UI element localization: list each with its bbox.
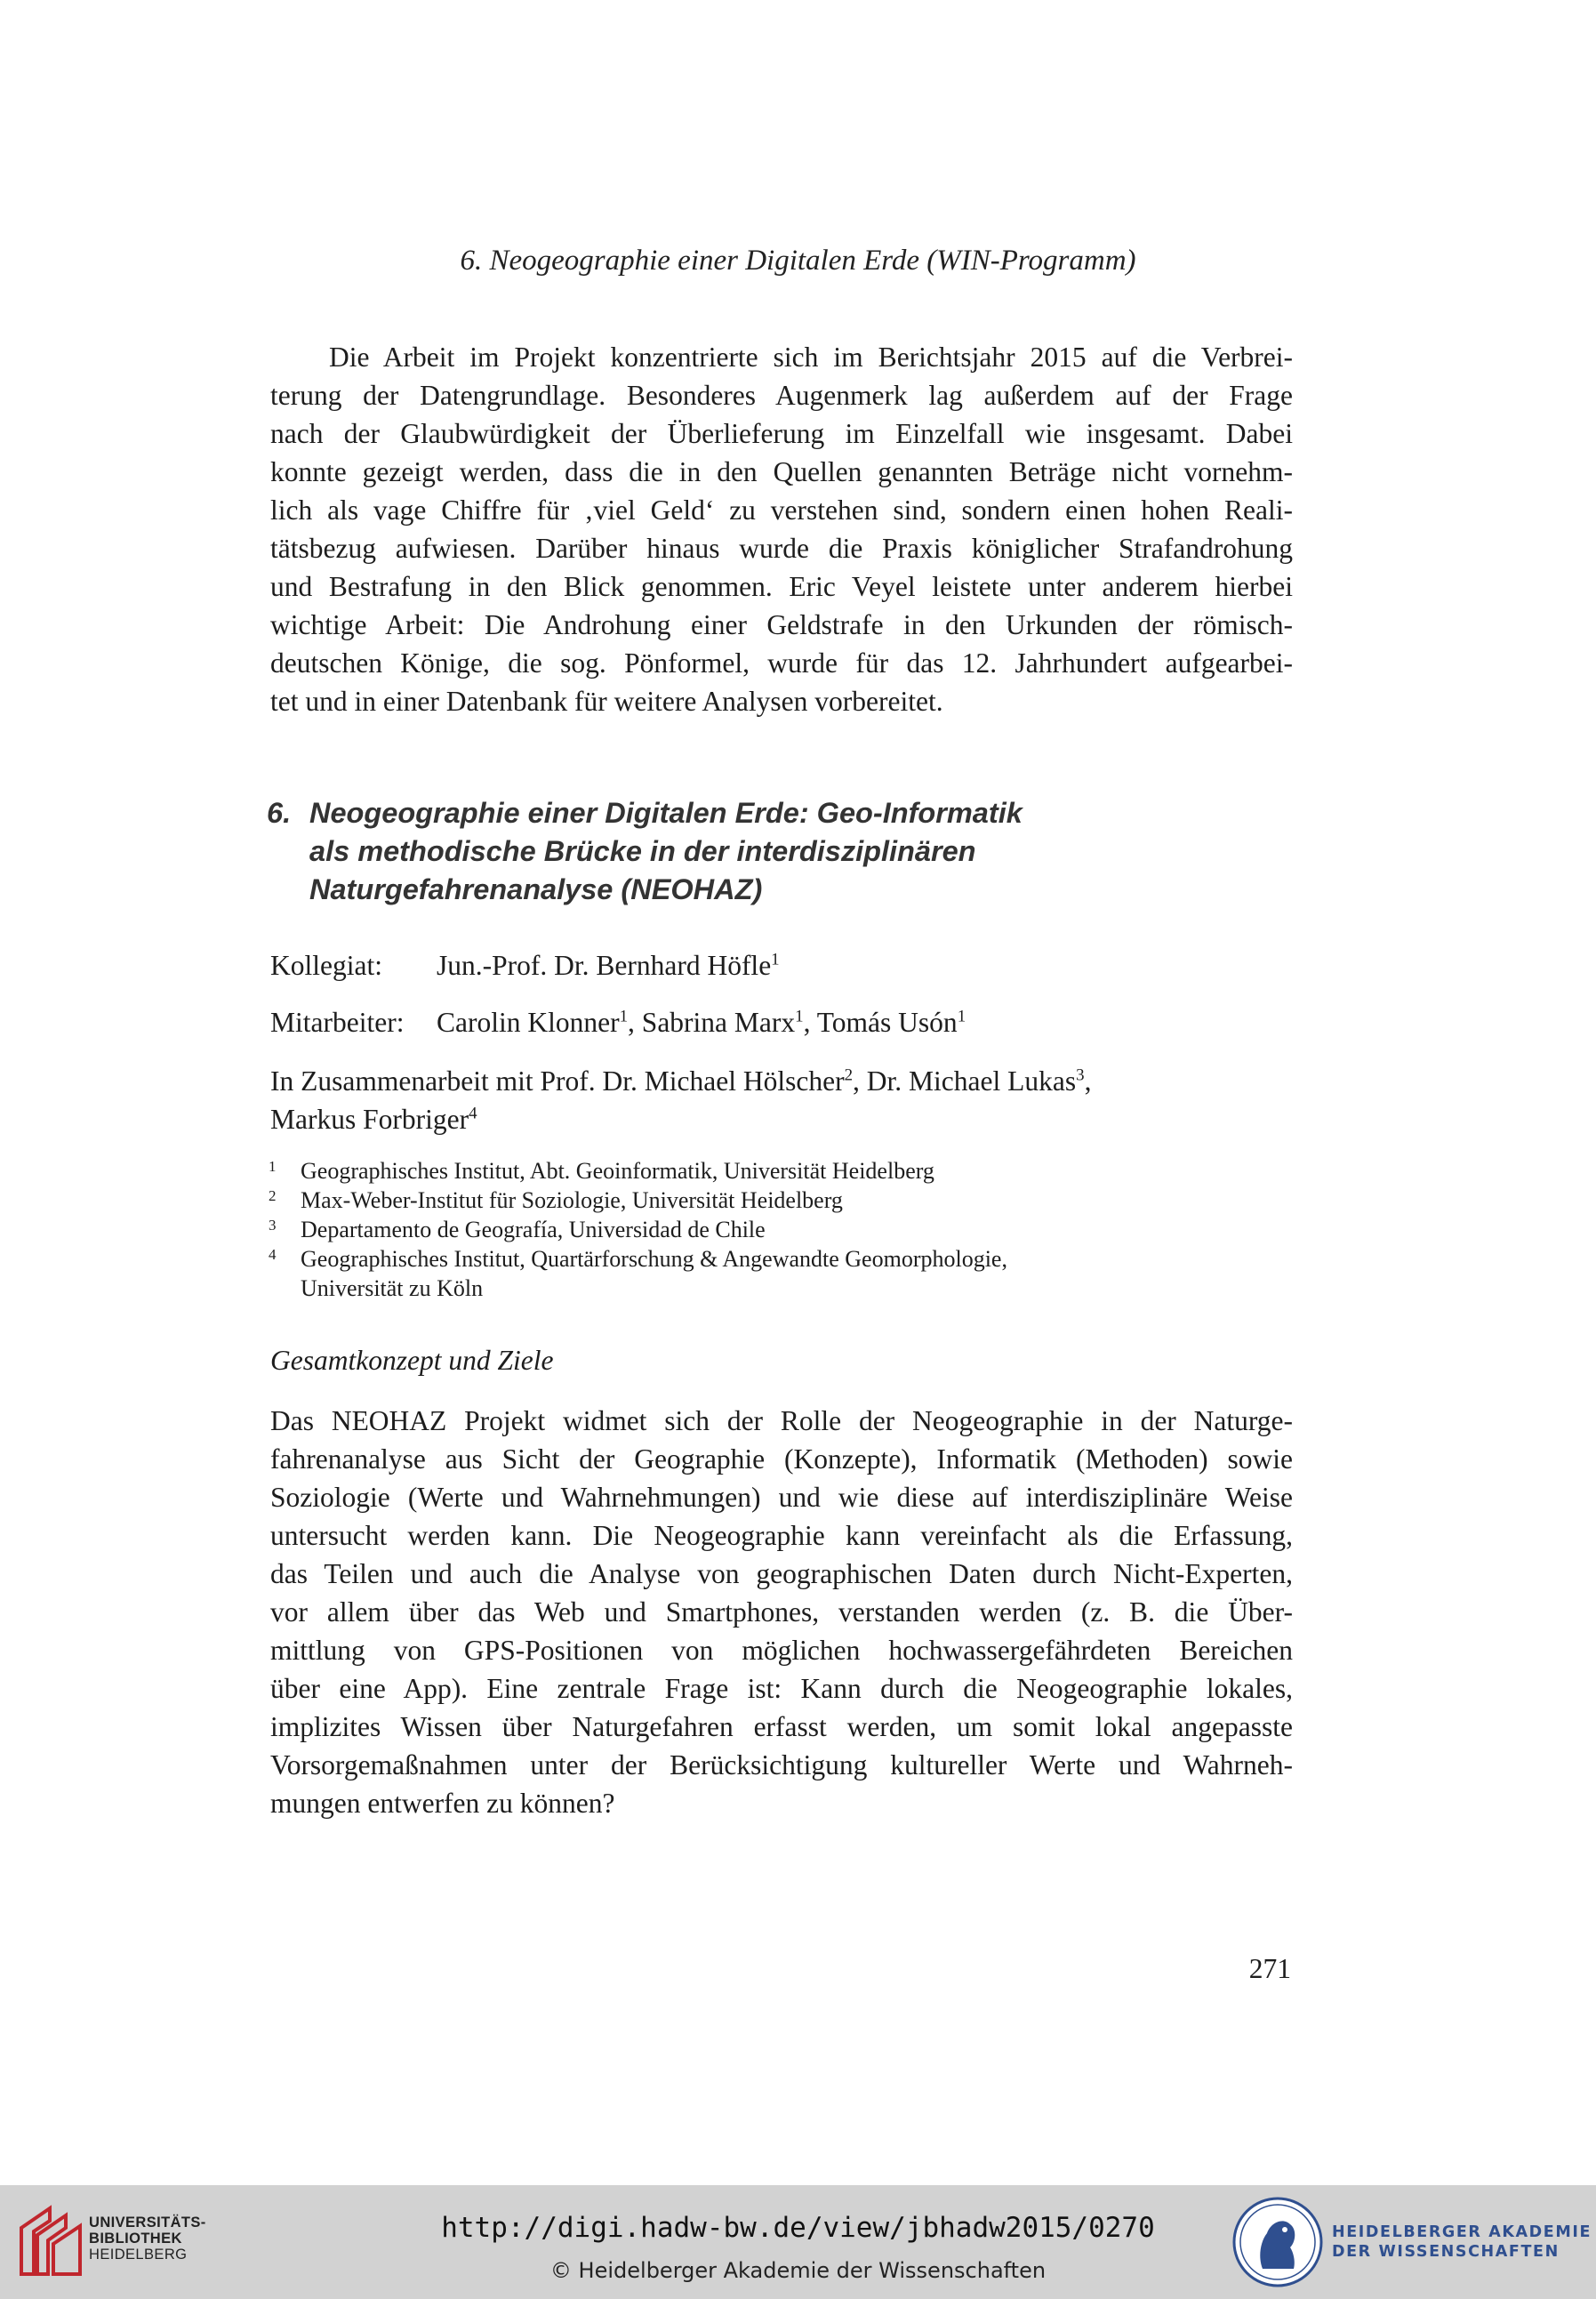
academy-line: DER WISSENSCHAFTEN xyxy=(1332,2243,1560,2261)
text-line: nach der Glaubwürdigkeit der Überlieferung im Einzelfall wie insgesamt. Dabei xyxy=(270,418,1293,449)
text-line: mungen entwerfen zu können? xyxy=(270,1788,615,1819)
mitarbeiter-name: Sabrina Marx xyxy=(641,1007,796,1038)
text-line: lich als vage Chiffre für ‚viel Geld‘ zu verstehen sind, sondern einen hohen Reali- xyxy=(270,494,1293,526)
text-line: konnte gezeigt werden, dass die in den Quellen genannten Beträge nicht vornehm- xyxy=(270,456,1293,487)
text-line: tätsbezug aufwiesen. Darüber hinaus wurde die Praxis königlicher Strafandrohung xyxy=(270,533,1293,564)
affiliation-number: 1 xyxy=(269,1158,277,1175)
text-line: fahrenanalyse aus Sicht der Geographie (Konzepte), Informatik (Methoden) sowie xyxy=(270,1443,1293,1475)
affiliation-item xyxy=(269,1215,1291,1244)
kollegiat-label: Kollegiat: xyxy=(270,950,382,981)
affiliation-item xyxy=(269,1244,1291,1303)
text-line: implizites Wissen über Naturgefahren erfasst werden, um somit lokal angepasste xyxy=(270,1711,1293,1742)
mitarbeiter-name: Tomás Usón xyxy=(816,1007,958,1038)
subheading: Gesamtkonzept und Ziele xyxy=(270,1345,554,1376)
text-line: Die Arbeit im Projekt konzentrierte sich im Berichtsjahr 2015 auf die Verbrei- xyxy=(329,342,1293,373)
affiliation-text xyxy=(301,1215,1291,1244)
affiliation-line: Universität zu Köln xyxy=(301,1275,484,1301)
section-number: 6. xyxy=(267,797,292,829)
academy-line: HEIDELBERGER AKADEMIE xyxy=(1332,2223,1592,2241)
collab-end: , xyxy=(1084,1065,1092,1097)
text-line: Das NEOHAZ Projekt widmet sich der Rolle der Neogeographie in der Naturge- xyxy=(270,1405,1293,1436)
affiliation-item xyxy=(269,1186,1291,1215)
intro-paragraph xyxy=(270,338,1293,720)
academy-seal-icon xyxy=(1231,2196,1324,2288)
mitarbeiter-separator: , xyxy=(803,1007,817,1038)
text-line: terung der Datengrundlage. Besonderes Augenmerk lag außerdem auf der Frage xyxy=(270,380,1293,411)
mitarbeiter-sup: 1 xyxy=(795,1007,804,1026)
library-line: BIBLIOTHEK xyxy=(89,2231,182,2247)
section-heading-line: Naturgefahrenanalyse (NEOHAZ) xyxy=(309,873,763,905)
text-line: über eine App). Eine zentrale Frage ist: Kann durch die Neogeographie lokales, xyxy=(270,1673,1293,1704)
section-heading-line: Neogeographie einer Digitalen Erde: Geo-Informatik xyxy=(309,797,1023,829)
mitarbeiter-sup: 1 xyxy=(619,1007,629,1026)
affiliation-number: 3 xyxy=(269,1217,277,1234)
source-url-link[interactable]: http://digi.hadw-bw.de/view/jbhadw2015/0270 xyxy=(441,2212,1155,2244)
text-line: mittlung von GPS-Positionen von möglichen hochwassergefährdeten Bereichen xyxy=(270,1635,1293,1666)
affiliation-number: 4 xyxy=(269,1246,277,1263)
mitarbeiter-name: Carolin Klonner xyxy=(437,1007,620,1038)
main-paragraph xyxy=(270,1402,1293,1822)
text-line: deutschen Könige, die sog. Pönformel, wurde für das 12. Jahrhundert aufgearbei- xyxy=(270,647,1293,679)
academy-name xyxy=(1332,2223,1592,2262)
affiliation-text xyxy=(301,1156,1291,1186)
affiliation-list xyxy=(269,1156,1291,1303)
copyright-notice: © Heidelberger Akademie der Wissenschaften xyxy=(549,2258,1047,2283)
collab-sup-2: 3 xyxy=(1076,1065,1085,1085)
affiliation-number: 2 xyxy=(269,1187,277,1204)
text-line: vor allem über das Web und Smartphones, verstanden werden (z. B. die Über- xyxy=(270,1596,1293,1628)
kollegiat-sup: 1 xyxy=(771,950,780,969)
collab-line-2: Markus Forbriger xyxy=(270,1104,469,1135)
collaboration-row xyxy=(270,1062,1091,1138)
collab-prefix: In Zusammenarbeit mit Prof. Dr. Michael Hölscher xyxy=(270,1065,845,1097)
kollegiat-row xyxy=(270,946,780,985)
collab-sup-3: 4 xyxy=(469,1104,477,1123)
affiliation-line: Departamento de Geografía, Universidad de Chile xyxy=(301,1217,766,1242)
affiliation-text xyxy=(301,1244,1291,1303)
affiliation-line: Geographisches Institut, Quartärforschung & Angewandte Geomorphologie, xyxy=(301,1246,1007,1272)
library-line: UNIVERSITÄTS- xyxy=(89,2215,206,2231)
text-line: tet und in einer Datenbank für weitere Analysen vorbereitet. xyxy=(270,686,943,717)
affiliation-line: Max-Weber-Institut für Soziologie, Universität Heidelberg xyxy=(301,1187,843,1213)
affiliation-text xyxy=(301,1186,1291,1215)
text-line: das Teilen und auch die Analyse von geographischen Daten durch Nicht-Experten, xyxy=(270,1558,1293,1589)
footer-bar xyxy=(0,2185,1596,2299)
text-line: untersucht werden kann. Die Neogeographie kann vereinfacht als die Erfassung, xyxy=(270,1520,1293,1551)
collab-mid: , Dr. Michael Lukas xyxy=(853,1065,1077,1097)
mitarbeiter-row xyxy=(270,1003,966,1041)
text-line: wichtige Arbeit: Die Androhung einer Geldstrafe in den Urkunden der römisch- xyxy=(270,609,1293,640)
collab-sup-1: 2 xyxy=(844,1065,854,1085)
mitarbeiter-label: Mitarbeiter: xyxy=(270,1007,405,1038)
text-line: Vorsorgemaßnahmen unter der Berücksichtigung kultureller Werte und Wahrneh- xyxy=(270,1749,1293,1781)
affiliation-item xyxy=(269,1156,1291,1186)
mitarbeiter-sup: 1 xyxy=(957,1007,966,1026)
running-head: 6. Neogeographie einer Digitalen Erde (WIN-Programm) xyxy=(460,245,1136,277)
affiliation-line: Geographisches Institut, Abt. Geoinformatik, Universität Heidelberg xyxy=(301,1158,934,1184)
section-heading-line: als methodische Brücke in der interdisziplinären xyxy=(309,835,976,867)
section-heading xyxy=(267,794,1289,909)
mitarbeiter-separator: , xyxy=(628,1007,642,1038)
kollegiat-name: Jun.-Prof. Dr. Bernhard Höfle xyxy=(437,950,772,981)
library-line: HEIDELBERG xyxy=(89,2247,188,2263)
text-line: und Bestrafung in den Blick genommen. Eric Veyel leistete unter anderem hierbei xyxy=(270,571,1293,602)
page-number: 271 xyxy=(1248,1953,1291,1984)
text-line: Soziologie (Werte und Wahrnehmungen) und wie diese auf interdisziplinäre Weise xyxy=(270,1482,1293,1513)
